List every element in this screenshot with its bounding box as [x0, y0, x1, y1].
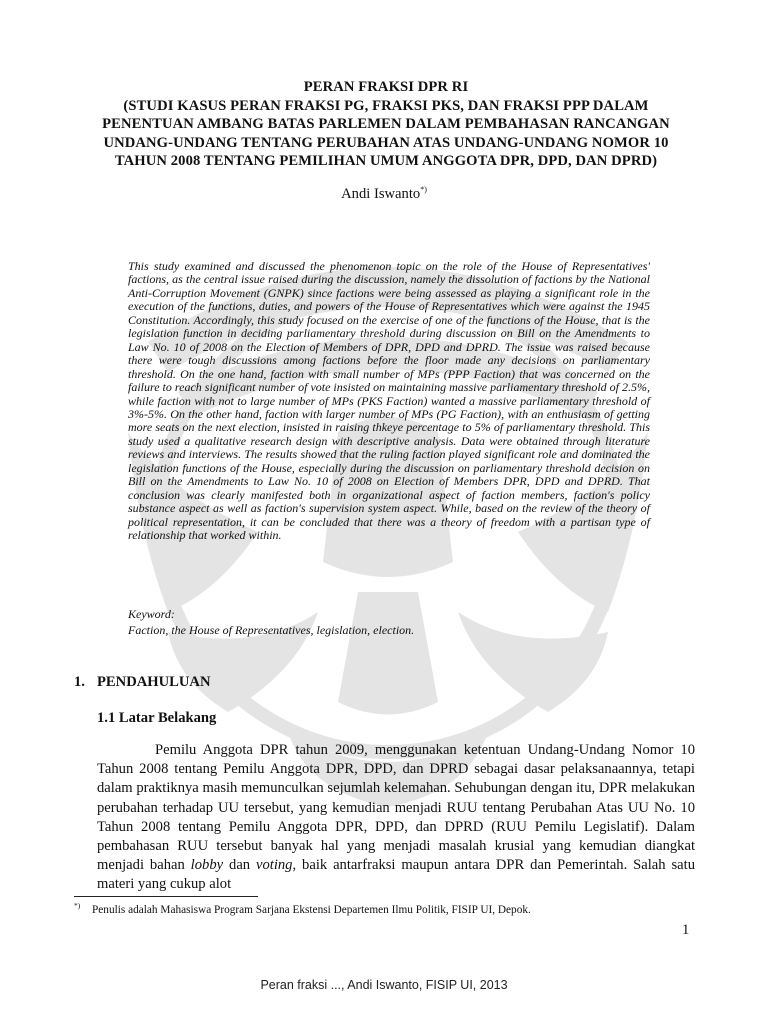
body-text-part-2: dan [223, 857, 256, 874]
title-line-4: UNDANG-UNDANG TENTANG PERUBAHAN ATAS UNDANG-UNDANG NOMOR 10 [103, 134, 669, 151]
section-title: PENDAHULUAN [97, 674, 211, 690]
body-text-part-1: Pemilu Anggota DPR tahun 2009, menggunakan ketentuan Undang-Undang Nomor 10 Tahun 2008 tentang Pemilu Anggota DPR, DPD, dan DPRD sebagai dasar pelaksanaannya, tetapi dalam praktiknya masih memunculkan sejumlah kelemahan. Sehubungan dengan itu, DPR melakukan perubahan terhadap UU tersebut, yang kemudian menjadi RUU tentang Perubahan Atas UU No. 10 Tahun 2008 tentang Pemilu Anggota DPR, DPD, dan DPRD (RUU Pemilu Legislatif). Dalam pembahasan RUU tersebut banyak hal yang menjadi masalah krusial yang kemudian diangkat menjadi bahan [97, 742, 695, 874]
paper-title [60, 78, 712, 171]
section-number: 1. [74, 674, 85, 690]
author-line [0, 186, 768, 203]
title-line-3: PENENTUAN AMBANG BATAS PARLEMEN DALAM PEMBAHASAN RANCANGAN [102, 116, 670, 133]
footnote-divider [74, 896, 258, 897]
footnote-marker: *) [74, 901, 81, 911]
keyword-list: Faction, the House of Representatives, legislation, election. [128, 623, 415, 637]
body-paragraph [97, 741, 695, 895]
title-line-1: PERAN FRAKSI DPR RI [303, 79, 469, 95]
body-text-part-3: , baik antarfraksi maupun antara DPR dan Pemerintah. Salah satu materi yang cukup alot [97, 857, 695, 893]
body-emphasis-lobby: lobby [190, 857, 224, 874]
abstract-text: This study examined and discussed the phenomenon topic on the role of the House of Representatives' factions, as the central issue raised during the discussion, namely the dissolution of factions by the National Anti-Corruption Movement (GNPK) since factions were being assessed as playing a significant role in the execution of the functions, duties, and powers of the House of Representatives which were against the 1945 Constitution. Accordingly, this study focused on the exercise of one of the functions of the House, that is the legislation function in deciding parliamentary threshold during discussion on Bill on the Amendments to Law No. 10 of 2008 on the Election of Members of DPR, DPD and DPRD. The issue was raised because there were tough discussions among factions before the floor made any decisions on parliamentary threshold. On the one hand, faction with small number of MPs (PPP Faction) that was concerned on the failure to reach significant number of vote insisted on maintaining massive parliamentary threshold of 2.5%, while faction with not to large number of MPs (PKS Faction) wanted a massive parliamentary threshold of 3%-5%. On the other hand, faction with larger number of MPs (PG Faction), with an enthusiasm of getting more seats on the next election, insisted in raising thkeye percentage to 5% of parliamentary threshold. This study used a qualitative research design with descriptive analysis. Data were obtained through literature reviews and interviews. The results showed that the ruling faction played significant role and dominated the legislation functions of the House, especially during the discussion on parliamentary threshold decision on Bill on the Amendments to Law No. 10 of 2008 on Election of Members DPR, DPD and DPRD. That conclusion was clearly manifested both in organizational aspect of faction members, faction's policy substance aspect as well as faction's supervision system aspect. While, based on the review of the theory of political representation, it can be concluded that there was a theory of freedom with a partisan type of relationship that worked within. [128, 259, 650, 543]
author-footnote-marker: *) [420, 185, 427, 195]
page-footer: Peran fraksi ..., Andi Iswanto, FISIP UI, 2013 [260, 978, 508, 992]
body-emphasis-voting: voting [256, 857, 293, 874]
title-line-2: (STUDI KASUS PERAN FRAKSI PG, FRAKSI PKS, DAN FRAKSI PPP DALAM [123, 97, 649, 114]
subsection-heading: 1.1 Latar Belakang [97, 710, 217, 726]
footnote-text: Penulis adalah Mahasiswa Program Sarjana Ekstensi Departemen Ilmu Politik, FISIP UI, Depok. [92, 904, 531, 916]
keyword-label: Keyword: [128, 607, 175, 621]
title-line-5: TAHUN 2008 TENTANG PEMILIHAN UMUM ANGGOTA DPR, DPD, DAN DPRD) [114, 153, 658, 170]
section-heading [74, 674, 211, 691]
author-name: Andi Iswanto [341, 186, 421, 202]
footnote [74, 901, 531, 916]
page-number: 1 [682, 922, 690, 938]
